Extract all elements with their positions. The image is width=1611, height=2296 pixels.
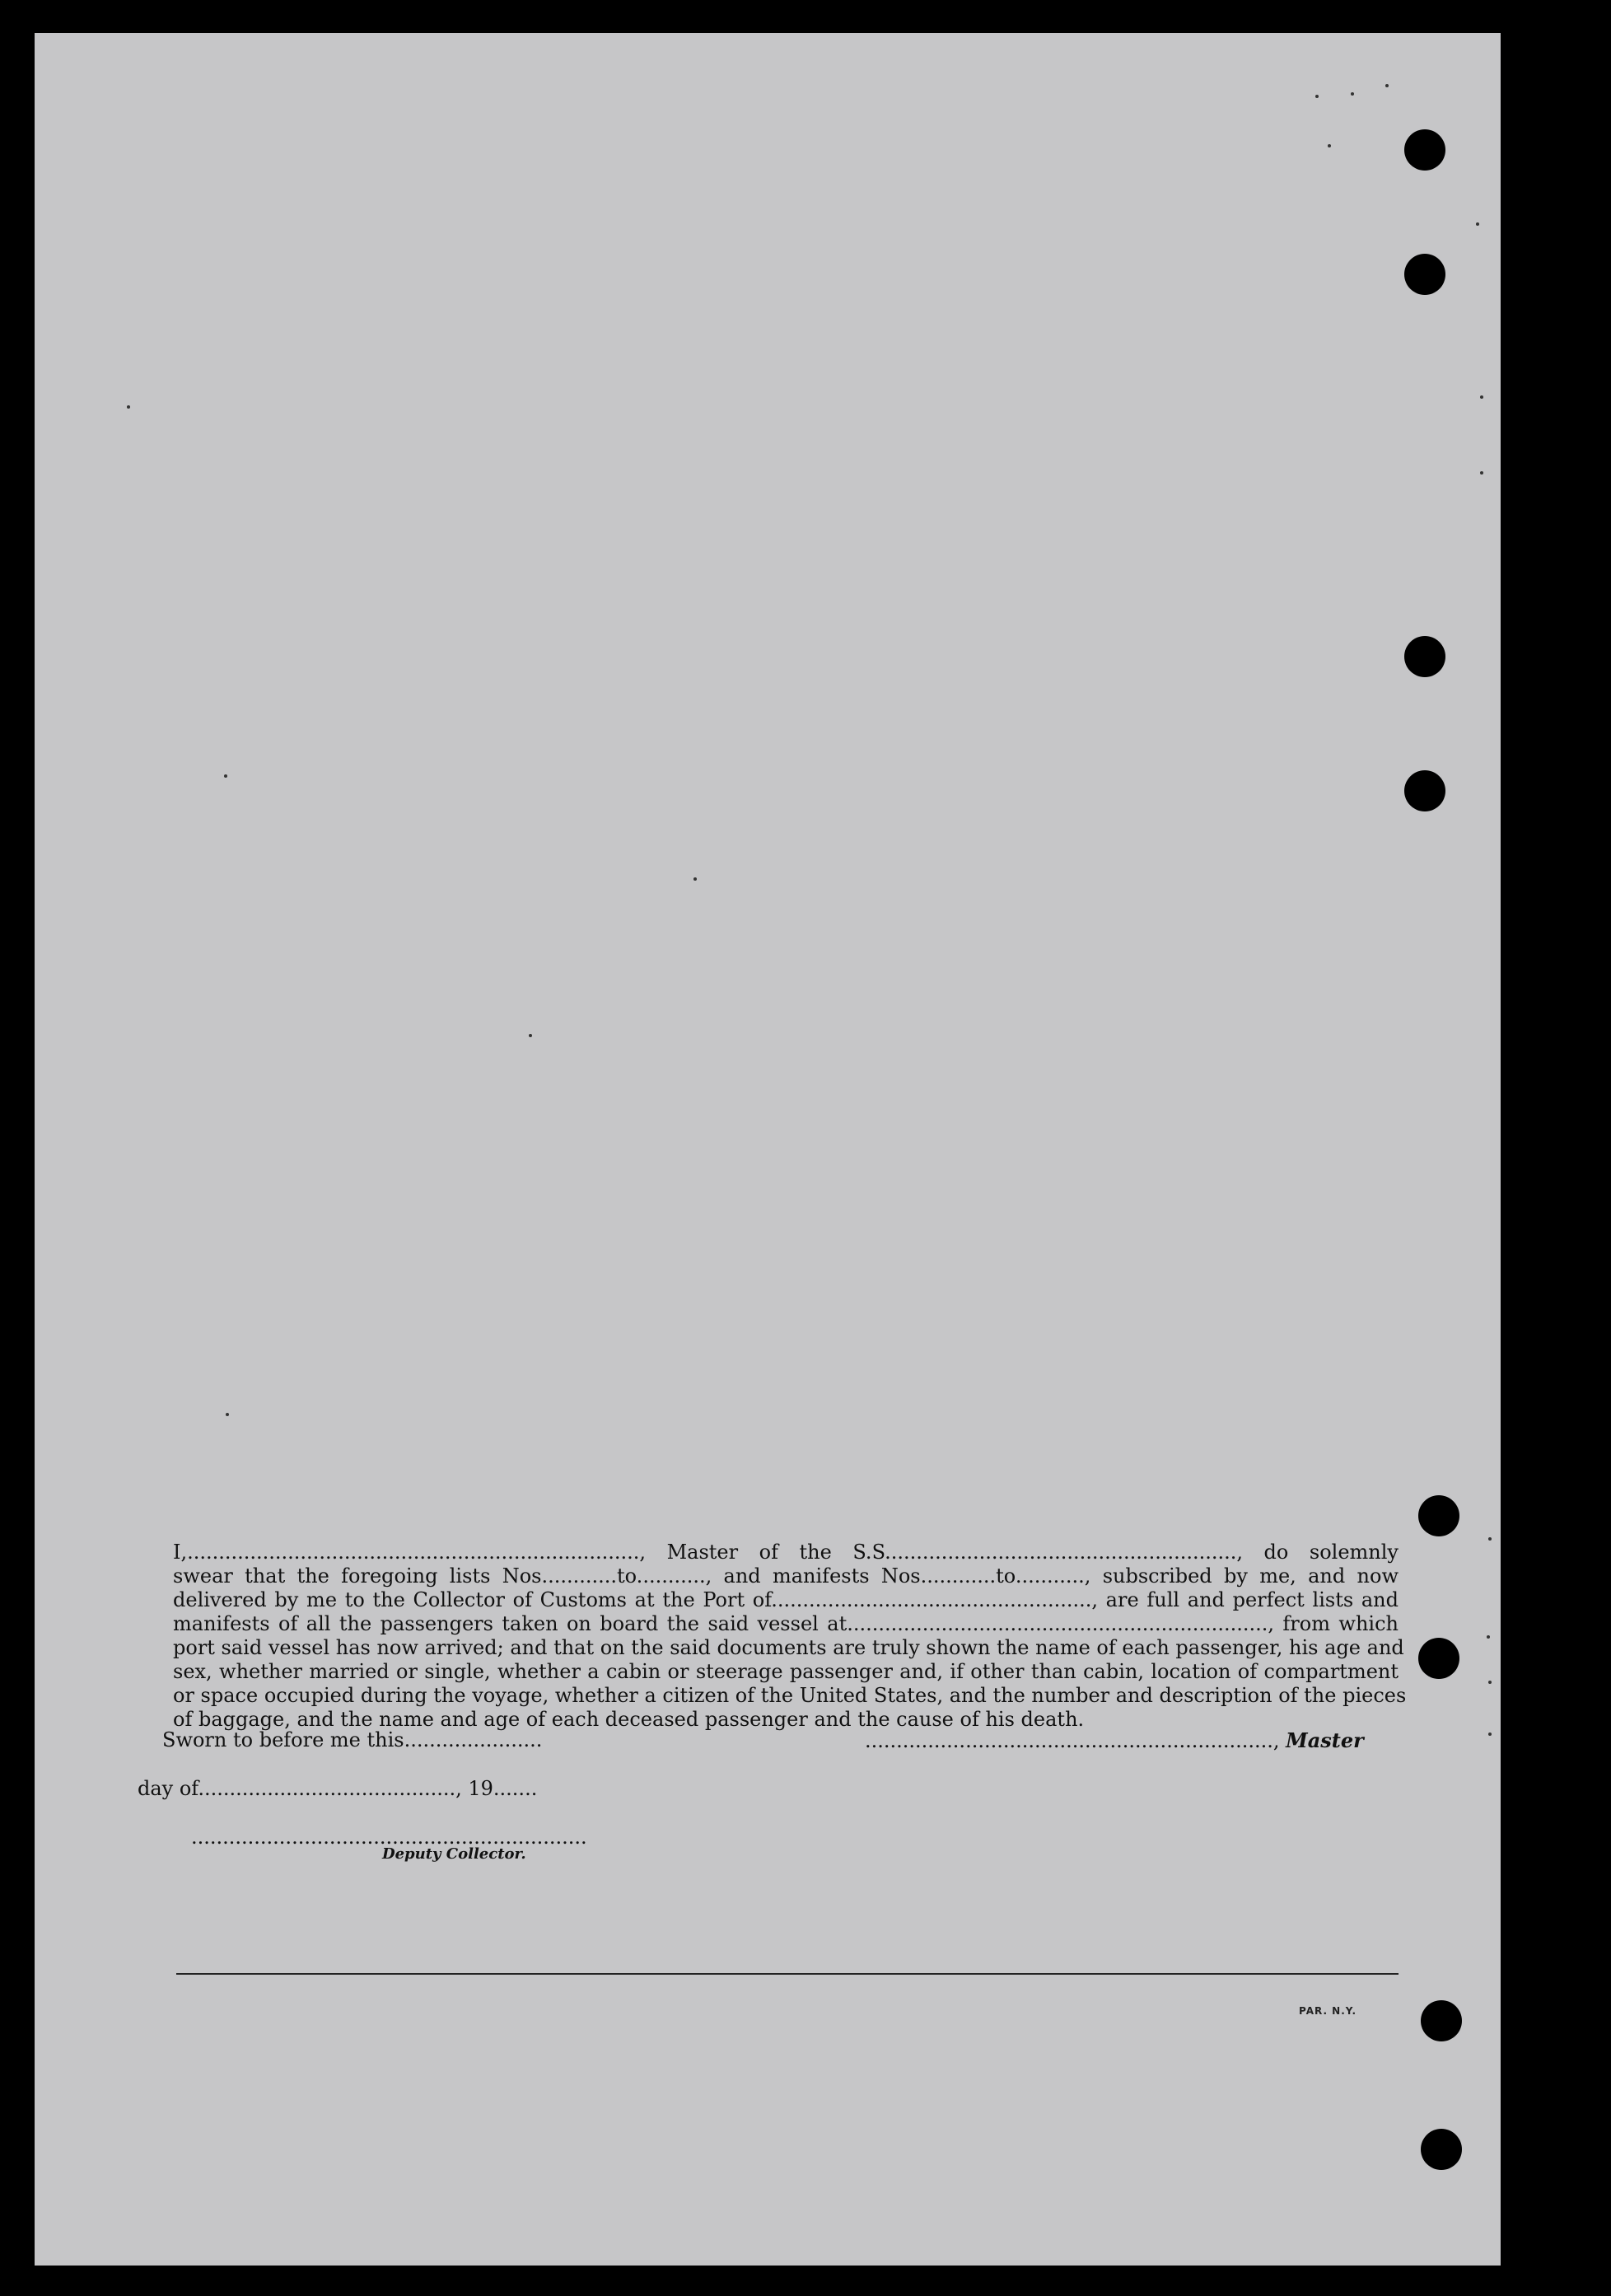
punch-hole xyxy=(1404,129,1445,171)
speck xyxy=(1480,471,1483,475)
deputy-signature-dots: ............................................................... xyxy=(191,1826,587,1849)
speck xyxy=(1488,1681,1492,1684)
manifest-page xyxy=(35,33,1501,2266)
oath-line: manifests of all the passengers taken on board the said vessel at..................................................................., from which xyxy=(173,1612,1399,1635)
speck xyxy=(1328,144,1331,147)
printer-imprint: PAR. N.Y. xyxy=(1299,2005,1357,2017)
master-label: Master xyxy=(1286,1728,1364,1752)
punch-hole xyxy=(1404,770,1445,811)
speck xyxy=(1351,92,1354,96)
speck xyxy=(1480,395,1483,399)
day-line: day of........................................., 19....... xyxy=(138,1777,538,1800)
footer-rule xyxy=(176,1973,1399,1975)
speck xyxy=(224,774,227,778)
master-signature-line xyxy=(865,1728,1364,1752)
speck xyxy=(1487,1635,1490,1639)
punch-hole xyxy=(1404,254,1445,295)
oath-line: swear that the foregoing lists Nos............to..........., and manifests Nos............to..........., subscribed by me, and now xyxy=(173,1564,1399,1588)
speck xyxy=(693,877,697,881)
speck xyxy=(226,1413,229,1416)
oath-paragraph xyxy=(173,1541,1407,1732)
oath-line: sex, whether married or single, whether a cabin or steerage passenger and, if other than cabin, location of compartment xyxy=(173,1660,1399,1683)
punch-hole xyxy=(1418,1638,1459,1679)
oath-line: port said vessel has now arrived; and that on the said documents are truly shown the name of each passenger, his age and xyxy=(173,1636,1404,1659)
punch-hole xyxy=(1421,2000,1462,2041)
speck xyxy=(529,1034,532,1037)
sworn-line: Sworn to before me this...................... xyxy=(162,1728,543,1751)
master-dots: ................................................................., xyxy=(865,1729,1280,1752)
deputy-collector-label: Deputy Collector. xyxy=(382,1845,526,1863)
punch-hole xyxy=(1404,636,1445,677)
speck xyxy=(127,405,130,409)
oath-line: of baggage, and the name and age of each deceased passenger and the cause of his death. xyxy=(173,1708,1085,1731)
speck xyxy=(1476,222,1479,226)
speck xyxy=(1488,1733,1492,1736)
speck xyxy=(1488,1537,1492,1541)
punch-hole xyxy=(1421,2129,1462,2170)
speck xyxy=(1385,84,1389,87)
oath-line: or space occupied during the voyage, whether a citizen of the United States, and the number and description of the pieces xyxy=(173,1684,1407,1707)
speck xyxy=(1315,95,1319,98)
punch-hole xyxy=(1418,1495,1459,1536)
oath-line: I,........................................................................, Master of the S.S........................................................, do solemnly xyxy=(173,1541,1399,1564)
oath-line: delivered by me to the Collector of Customs at the Port of..................................................., are full and perfect lists and xyxy=(173,1588,1399,1611)
